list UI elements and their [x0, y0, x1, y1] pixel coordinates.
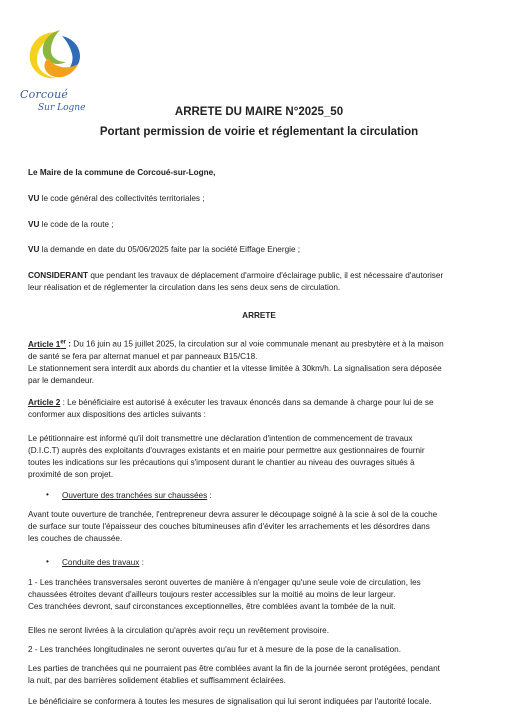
- conduite-1-line-1: 1 - Les tranchées transversales seront ouvertes de manière à n'engager qu'une seule voie de circulation, les: [28, 578, 421, 587]
- ouverture-line-1: Avant toute ouverture de tranchée, l'entrepreneur devra assurer le découpage soigné à la scie à sol de la couche: [28, 510, 438, 519]
- logo-text-line2: Sur Logne: [38, 103, 86, 113]
- parties-line-1: Les parties de tranchées qui ne pourraient pas être comblées avant la fin de la journée seront protégées, pendant: [28, 664, 440, 673]
- conduite-2-paragraph: 2 - Les tranchées longitudinales ne seront ouvertes qu'au fur et à mesure de la pose de la canalisation.: [28, 645, 401, 654]
- bullet-ouverture: [62, 490, 212, 502]
- ouverture-line-3: les couches de chaussée.: [28, 534, 123, 543]
- petitionnaire-paragraph: [28, 433, 500, 481]
- considerant-line-1: [28, 270, 500, 282]
- decree-title: ARRETE DU MAIRE N°2025_50: [174, 106, 344, 118]
- article-1-line-1: [28, 336, 500, 351]
- ouverture-paragraph: [28, 509, 500, 545]
- article-2-text: : Le bénéficiaire est autorisé à exécuter les travaux énoncés dans sa demande à charge pour lui de se: [60, 398, 434, 407]
- article-1-line-4: par le demandeur.: [28, 375, 94, 385]
- parties-line-2: la nuit, par des barrières solidement établies et suffisamment éclairées.: [28, 676, 286, 685]
- petitionnaire-line-2: (D.I.C.T) auprès des exploitants d'ouvrages existants et en mairie pour permettre aux gestionnaires de fournir: [28, 446, 425, 455]
- bullet-conduite-label: Conduite des travaux: [62, 558, 140, 567]
- bullet-ouverture-colon: :: [207, 491, 212, 500]
- bullet-conduite-colon: :: [139, 558, 144, 567]
- conduite-1-line-3: Ces tranchées devront, sauf circonstances exceptionnelles, être comblées avant la tombée de la nuit.: [28, 602, 396, 611]
- petitionnaire-line-3: toutes les indications sur les précautions qui s'imposent durant le chantier au niveau des ouvrages situés à: [28, 458, 415, 467]
- logo-text-line1: Corcoué: [20, 88, 69, 101]
- article-1-label-text: Article 1: [28, 339, 61, 349]
- vu-line-2: [28, 219, 500, 231]
- bullet-conduite: [62, 557, 144, 569]
- vu-text: la demande en date du 05/06/2025 faite par la société Eiffage Energie ;: [39, 245, 301, 254]
- petitionnaire-line-4: proximité de son projet.: [28, 470, 114, 479]
- article-1-text: Du 16 juin au 15 juillet 2025, la circulation sur al voie communale menant au presbytère et à la maison: [71, 339, 444, 349]
- article-1-line-3: Le stationnement sera interdit aux abords du chantier et la vitesse limitée à 30km/h. La signalisation sera déposée: [28, 363, 442, 373]
- considerant-paragraph: [28, 270, 500, 294]
- parties-paragraph: [28, 663, 500, 687]
- commune-logo: [16, 28, 98, 118]
- considerant-keyword: CONSIDERANT: [28, 271, 89, 280]
- arrete-heading: [0, 310, 518, 322]
- bullet-ouverture-label: Ouverture des tranchées sur chaussées: [62, 491, 208, 500]
- mayor-line: [28, 167, 500, 179]
- mayor-text: Le Maire de la commune de Corcoué-sur-Logne,: [28, 168, 216, 177]
- bullet-marker: •: [46, 490, 49, 499]
- logo-swirl-icon: [24, 28, 90, 90]
- vu-keyword: VU: [28, 194, 40, 203]
- article-1-label: [28, 340, 66, 349]
- considerant-text: que pendant les travaux de déplacement d'armoire d'éclairage public, il est nécessaire d'autoriser: [88, 271, 444, 280]
- vu-line-3: [28, 244, 500, 256]
- ouverture-line-2: de surface sur toute l'épaisseur des couches bitumineuses afin d'éviter les arrachements et les désordres dans: [28, 522, 430, 531]
- arrete-heading-text: ARRETE: [242, 311, 276, 320]
- petitionnaire-line-1: Le pétitionnaire est informé qu'il doit transmettre une déclaration d'intention de commencement de travaux: [28, 434, 413, 443]
- article-2-line-2: conformer aux dispositions des articles suivants :: [28, 410, 206, 419]
- vu-text: le code général des collectivités territoriales ;: [39, 194, 205, 203]
- vu-keyword: VU: [28, 220, 40, 229]
- article-1-sup: er: [60, 339, 66, 345]
- article-2-label: Article 2: [28, 398, 61, 407]
- vu-line-1: [28, 193, 500, 205]
- article-1-colon: :: [65, 339, 71, 349]
- conduite-1-paragraph: [28, 577, 500, 613]
- article-1: [28, 336, 500, 387]
- article-2: [28, 397, 500, 421]
- vu-text: le code de la route ;: [39, 220, 114, 229]
- beneficiaire-paragraph: Le bénéficiaire se conformera à toutes les mesures de signalisation qui lui seront indiquées par l'autorité locale.: [28, 697, 432, 706]
- conduite-1-line-2: chaussées étroites devant d'ailleurs toujours rester accessibles sur la moitié au moins de leur largeur.: [28, 590, 396, 599]
- article-2-line-1: [28, 397, 500, 409]
- considerant-line-2: leur réalisation et de réglementer la circulation dans les sens deux sens de circulation.: [28, 283, 341, 292]
- article-1-line-2: de santé se fera par alternat manuel et par panneaux B15/C18.: [28, 351, 258, 361]
- decree-subtitle: Portant permission de voirie et réglementant la circulation: [99, 126, 419, 138]
- bullet-marker: •: [46, 557, 49, 566]
- livrees-paragraph: Elles ne seront livrées à la circulation qu'après avoir reçu un revêtement provisoire.: [28, 626, 330, 635]
- vu-keyword: VU: [28, 245, 40, 254]
